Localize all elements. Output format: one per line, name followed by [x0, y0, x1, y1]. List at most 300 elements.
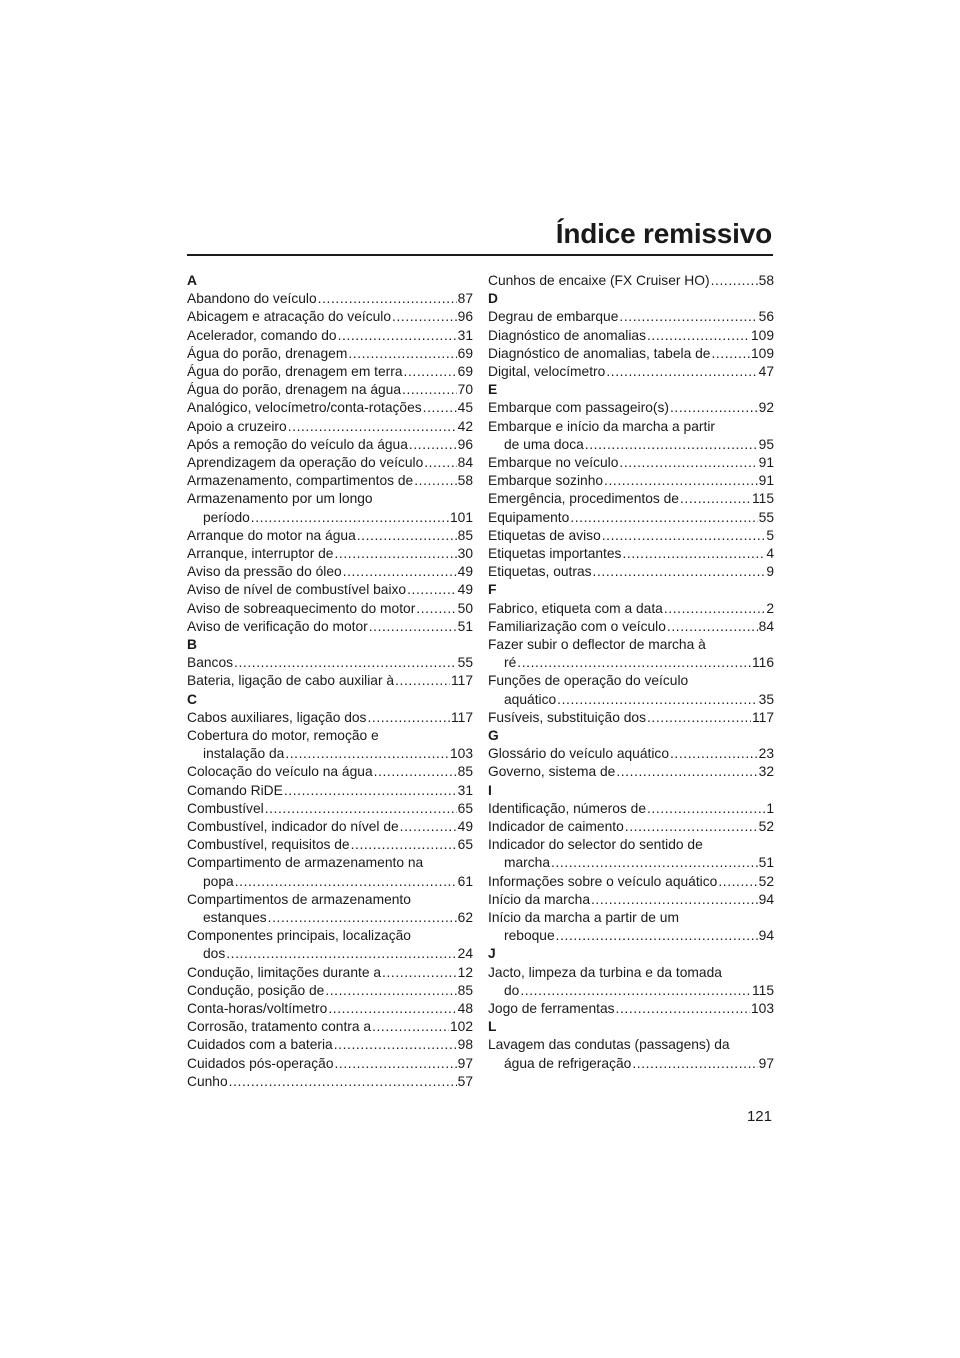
index-entry: [187, 290, 473, 308]
index-entry-page: 117: [451, 673, 473, 689]
dot-leader: [367, 709, 450, 727]
dot-leader: [251, 509, 449, 527]
index-entry-line: [488, 545, 774, 563]
index-section-letter: F: [488, 582, 497, 598]
index-entry-line: [187, 345, 473, 363]
dot-leader: [711, 272, 758, 290]
index-entry: [187, 763, 473, 781]
index-entry-line: [488, 800, 774, 818]
index-entry-line: [187, 836, 473, 854]
index-entry-continuation: instalação da: [203, 746, 285, 762]
dot-leader: [325, 982, 456, 1000]
index-entry-page: 31: [457, 327, 473, 343]
index-entry: [488, 272, 774, 290]
index-entry: [488, 399, 774, 417]
index-entry: [187, 399, 473, 417]
index-entry-line: [187, 399, 473, 417]
index-entry-page: 91: [758, 473, 774, 489]
index-entry-line: [488, 509, 774, 527]
index-entry-line: [488, 1000, 774, 1018]
index-entry-continuation-line: [488, 927, 774, 945]
index-entry: [488, 454, 774, 472]
index-entry: [187, 891, 473, 927]
index-entry: [488, 308, 774, 326]
index-entry-line: [187, 818, 473, 836]
index-entry: [488, 418, 774, 454]
dot-leader: [551, 854, 758, 872]
index-entry-line: [187, 527, 473, 545]
index-entry-line: [488, 600, 774, 618]
index-entry-text: Jacto, limpeza da turbina e da tomada: [488, 964, 722, 980]
dot-leader: [392, 308, 457, 326]
index-entry: [187, 672, 473, 690]
index-entry-page: 30: [457, 546, 473, 562]
index-entry-continuation: popa: [203, 873, 234, 889]
dot-leader: [348, 345, 456, 363]
index-entry-text: Apoio a cruzeiro: [187, 418, 287, 434]
index-entry-page: 116: [752, 655, 774, 671]
index-entry-continuation: marcha: [504, 855, 551, 871]
index-entry-page: 98: [457, 1037, 473, 1053]
index-entry-continuation-line: [187, 745, 473, 763]
index-entry-page: 97: [457, 1055, 473, 1071]
index-entry-text: Governo, sistema de: [488, 764, 616, 780]
page-title: Índice remissivo: [555, 218, 772, 249]
index-entry-page: 91: [758, 455, 774, 470]
index-entry: [488, 964, 774, 1000]
dot-leader: [414, 472, 456, 490]
dot-leader: [711, 345, 750, 363]
dot-leader: [334, 1036, 457, 1054]
index-section-letter: J: [488, 946, 496, 962]
index-entry: [187, 563, 473, 581]
index-entry-text: Acelerador, comando do: [187, 327, 337, 343]
index-entry-continuation-line: [187, 509, 473, 527]
dot-leader: [647, 327, 750, 345]
index-entry: [187, 800, 473, 818]
index-entry: [187, 709, 473, 727]
index-entry-line: [187, 490, 473, 508]
index-entry-page: 50: [457, 600, 473, 616]
index-entry: [488, 800, 774, 818]
index-entry-page: 115: [752, 491, 774, 507]
index-entry: [488, 709, 774, 727]
index-section-letter: L: [488, 1019, 497, 1035]
index-entry-text: Cabos auxiliares, ligação dos: [187, 709, 367, 725]
index-entry-line: [187, 709, 473, 727]
dot-leader: [416, 600, 456, 618]
index-entry-page: 32: [758, 764, 774, 780]
index-entry-text: Fusíveis, substituição dos: [488, 709, 646, 725]
index-entry-page: 69: [457, 364, 473, 379]
index-entry-text: Bancos: [187, 655, 234, 671]
index-entry-page: 103: [449, 746, 473, 762]
index-section-letter: A: [187, 273, 197, 288]
dot-leader: [351, 836, 457, 854]
dot-leader: [556, 927, 758, 945]
index-entry-page: 4: [766, 546, 774, 562]
index-entry-text: Condução, limitações durante a: [187, 964, 382, 980]
index-entry-text: Compartimento de armazenamento na: [187, 855, 424, 871]
index-entry-continuation: período: [203, 509, 250, 525]
index-entry-text: Diagnóstico de anomalias: [488, 327, 646, 343]
index-section-letter: G: [488, 728, 499, 744]
index-entry-line: [187, 727, 473, 745]
index-entry-page: 49: [457, 582, 473, 598]
index-entry-text: Abicagem e atracação do veículo: [187, 309, 392, 325]
dot-leader: [372, 1018, 449, 1036]
dot-leader: [424, 454, 456, 472]
index-entry-line: [187, 418, 473, 436]
index-entry-line: [488, 873, 774, 891]
dot-leader: [625, 818, 758, 836]
index-entry-text: Fabrico, etiqueta com a data: [488, 600, 663, 616]
index-entry: [488, 600, 774, 618]
index-entry-text: Aviso de verificação do motor: [187, 618, 368, 634]
index-entry-continuation-line: [488, 854, 774, 872]
dot-leader: [284, 782, 457, 800]
dot-leader: [585, 436, 758, 454]
index-entry: [488, 672, 774, 708]
index-entry-text: Diagnóstico de anomalias, tabela de: [488, 345, 711, 361]
index-entry-page: 94: [758, 891, 774, 907]
index-entry-line: [187, 982, 473, 1000]
index-entry-text: Fazer subir o deflector de marcha à: [488, 637, 706, 653]
index-entry-line: [488, 964, 774, 982]
index-entry-text: Corrosão, tratamento contra a: [187, 1019, 372, 1035]
index-entry-line: [187, 381, 473, 399]
index-entry: [187, 927, 473, 963]
index-entry-page: 97: [758, 1055, 774, 1071]
index-entry-continuation-line: [488, 1055, 774, 1073]
index-entry: [187, 654, 473, 672]
index-entry-page: 49: [457, 819, 473, 835]
index-entry-line: [187, 1055, 473, 1073]
index-entry-page: 65: [457, 837, 473, 853]
index-entry-line: [488, 490, 774, 508]
index-entry-continuation: ré: [504, 655, 517, 671]
index-entry: [488, 1000, 774, 1018]
index-entry-line: [187, 763, 473, 781]
index-entry: [187, 1055, 473, 1073]
index-entry-line: [187, 581, 473, 599]
index-entry: [488, 618, 774, 636]
index-entry-page: 96: [457, 436, 473, 452]
index-entry: [187, 1073, 473, 1091]
index-entry-text: Glossário do veículo aquático: [488, 746, 669, 762]
index-entry: [187, 308, 473, 326]
index-entry-line: [187, 800, 473, 818]
index-entry: [187, 836, 473, 854]
index-entry-text: Familiarização com o veículo: [488, 618, 666, 634]
index-entry-page: 31: [457, 782, 473, 798]
index-entry-text: Combustível: [187, 800, 264, 816]
dot-leader: [647, 709, 751, 727]
index-section-letter: E: [488, 382, 498, 398]
index-entry-page: 5: [766, 527, 774, 543]
index-entry-continuation-line: [488, 691, 774, 709]
dot-leader: [670, 399, 758, 417]
index-entry-page: 12: [457, 964, 473, 980]
index-entry: [187, 490, 473, 526]
dot-leader: [265, 800, 457, 818]
index-entry: [488, 345, 774, 363]
index-entry-text: Funções de operação do veículo: [488, 673, 689, 689]
title-rule: [187, 254, 773, 256]
index-entry-continuation: do: [504, 982, 520, 998]
index-entry-line: [488, 363, 774, 381]
dot-leader: [517, 654, 751, 672]
index-entry: [187, 327, 473, 345]
dot-leader: [334, 545, 456, 563]
index-entry-line: [488, 836, 774, 854]
index-entry-line: [187, 454, 473, 472]
dot-leader: [667, 618, 758, 636]
index-entry-page: 96: [457, 309, 473, 325]
index-entry-line: [187, 672, 473, 690]
index-entry-line: [488, 563, 774, 581]
index-entry-text: Lavagem das condutas (passagens) da: [488, 1037, 730, 1053]
dot-leader: [374, 763, 457, 781]
index-entry-page: 1: [766, 800, 774, 816]
index-entry-continuation-line: [187, 945, 473, 963]
dot-leader: [570, 509, 757, 527]
index-entry-text: Compartimentos de armazenamento: [187, 891, 411, 907]
index-entry: [488, 763, 774, 781]
index-entry-continuation-line: [187, 909, 473, 927]
index-entry: [187, 818, 473, 836]
index-entry-page: 65: [457, 800, 473, 816]
index-entry-text: Armazenamento, compartimentos de: [187, 473, 414, 489]
index-entry-page: 87: [457, 291, 473, 307]
index-entry-line: [488, 763, 774, 781]
index-entry-text: Armazenamento por um longo: [187, 491, 373, 507]
dot-leader: [268, 909, 457, 927]
dot-leader: [622, 545, 765, 563]
index-entry: [187, 782, 473, 800]
index-entry: [488, 745, 774, 763]
index-entry-page: 61: [457, 873, 473, 889]
index-entry-text: Conta-horas/voltímetro: [187, 1001, 328, 1017]
index-entry: [187, 345, 473, 363]
index-entry: [187, 436, 473, 454]
index-entry-continuation: aquático: [504, 691, 557, 707]
index-entry-text: Informações sobre o veículo aquático: [488, 873, 718, 889]
index-entry-page: 35: [758, 691, 774, 707]
dot-leader: [357, 527, 457, 545]
dot-leader: [382, 964, 457, 982]
dot-leader: [343, 563, 457, 581]
index-entry-line: [488, 399, 774, 417]
index-entry: [187, 1018, 473, 1036]
index-entry-line: [488, 345, 774, 363]
index-entry: [187, 1036, 473, 1054]
index-entry: [187, 854, 473, 890]
index-entry-text: Início da marcha a partir de um: [488, 910, 679, 926]
index-entry-text: Degrau de embarque: [488, 309, 619, 325]
index-section-letter: I: [488, 782, 492, 798]
index-entry-line: [187, 1000, 473, 1018]
index-entry-line: [187, 363, 473, 381]
index-entry-continuation: de uma doca: [504, 436, 584, 452]
dot-leader: [606, 363, 757, 381]
index-entry-text: Água do porão, drenagem: [187, 345, 348, 361]
index-entry-continuation-line: [488, 436, 774, 454]
dot-leader: [402, 381, 457, 399]
index-entry-line: [187, 654, 473, 672]
dot-leader: [338, 327, 457, 345]
index-entry-continuation-line: [488, 654, 774, 672]
index-entry-text: Analógico, velocímetro/conta-rotações: [187, 400, 422, 416]
index-entry: [488, 545, 774, 563]
dot-leader: [557, 691, 757, 709]
index-entry-continuation: água de refrigeração: [504, 1055, 632, 1071]
dot-leader: [602, 527, 766, 545]
index-entry: [488, 818, 774, 836]
index-entry-text: Equipamento: [488, 509, 570, 525]
dot-leader: [234, 654, 457, 672]
dot-leader: [328, 1000, 456, 1018]
index-entry-line: [488, 527, 774, 545]
index-entry-page: 95: [758, 436, 774, 452]
index-entry-page: 115: [752, 982, 774, 998]
index-entry-page: 94: [758, 928, 774, 944]
index-entry-text: Digital, velocímetro: [488, 364, 606, 379]
index-entry-line: [488, 909, 774, 927]
index-entry-page: 102: [449, 1019, 473, 1035]
index-entry-page: 52: [758, 819, 774, 835]
dot-leader: [229, 1073, 457, 1091]
index-entry-line: [488, 472, 774, 490]
index-entry: [488, 490, 774, 508]
index-entry: [187, 418, 473, 436]
index-entry-text: Componentes principais, localização: [187, 928, 411, 944]
index-entry-line: [187, 563, 473, 581]
index-entry-line: [488, 418, 774, 436]
index-entry-text: Arranque do motor na água: [187, 527, 356, 543]
index-entry-line: [488, 454, 774, 472]
index-entry: [187, 527, 473, 545]
index-entry-page: 109: [750, 327, 774, 343]
index-entry-text: Embarque sozinho: [488, 473, 604, 489]
dot-leader: [404, 363, 457, 381]
dot-leader: [632, 1055, 757, 1073]
dot-leader: [670, 745, 758, 763]
index-entry-line: [187, 1036, 473, 1054]
dot-leader: [285, 745, 449, 763]
index-entry-line: [187, 618, 473, 636]
index-entry-continuation: estanques: [203, 910, 267, 926]
index-entry: [488, 472, 774, 490]
index-entry-line: [488, 618, 774, 636]
index-entry: [488, 527, 774, 545]
index-entry-page: 117: [752, 709, 774, 725]
index-entry-line: [488, 818, 774, 836]
index-entry-text: Após a remoção do veículo da água: [187, 436, 408, 452]
index-entry-text: Emergência, procedimentos de: [488, 491, 679, 507]
index-entry: [488, 509, 774, 527]
index-entry: [488, 891, 774, 909]
index-entry-page: 85: [457, 982, 473, 998]
index-entry-continuation-line: [488, 982, 774, 1000]
index-entry-line: [187, 964, 473, 982]
index-entry-page: 84: [457, 455, 473, 471]
index-entry-line: [187, 1073, 473, 1091]
index-entry-line: [187, 600, 473, 618]
index-entry: [488, 363, 774, 381]
index-entry-line: [187, 327, 473, 345]
index-entry-text: Embarque no veículo: [488, 455, 619, 470]
index-entry-line: [187, 436, 473, 454]
index-entry-page: 85: [457, 764, 473, 780]
dot-leader: [604, 472, 758, 490]
index-entry: [488, 1036, 774, 1072]
index-entry-line: [187, 927, 473, 945]
index-entry-text: Aviso da pressão do óleo: [187, 564, 342, 580]
index-entry-text: Bateria, ligação de cabo auxiliar à: [187, 673, 395, 689]
dot-leader: [369, 618, 457, 636]
index-entry-page: 56: [758, 309, 774, 325]
index-entry-continuation: reboque: [504, 928, 555, 944]
index-entry-text: Aprendizagem da operação do veículo: [187, 455, 424, 471]
index-entry-text: Colocação do veículo na água: [187, 764, 373, 780]
index-entry-text: Comando RiDE: [187, 782, 283, 798]
index-entry-line: [187, 1018, 473, 1036]
index-entry-line: [488, 308, 774, 326]
index-entry-page: 24: [457, 946, 473, 962]
index-entry-page: 84: [758, 618, 774, 634]
index-entry-text: Arranque, interruptor de: [187, 546, 334, 562]
index-entry-page: 109: [750, 345, 774, 361]
index-entry: [187, 600, 473, 618]
index-entry-text: Etiquetas, outras: [488, 564, 592, 580]
index-entry-page: 58: [457, 473, 473, 489]
index-entry-text: Abandono do veículo: [187, 291, 317, 307]
index-entry-text: Condução, posição de: [187, 982, 325, 998]
index-entry-line: [488, 891, 774, 909]
dot-leader: [619, 308, 757, 326]
index-entry: [488, 836, 774, 872]
index-entry-line: [488, 745, 774, 763]
dot-leader: [226, 945, 456, 963]
index-entry-page: 47: [758, 364, 774, 379]
index-entry-text: Combustível, indicador do nível de: [187, 819, 399, 835]
dot-leader: [235, 873, 457, 891]
dot-leader: [335, 1055, 457, 1073]
index-entry-line: [488, 272, 774, 290]
index-entry-page: 49: [457, 564, 473, 580]
index-section-letter: C: [187, 691, 197, 707]
index-entry-continuation-line: [187, 873, 473, 891]
page-number: 121: [746, 1108, 772, 1125]
index-entry-text: Indicador do selector do sentido de: [488, 837, 703, 853]
index-entry-line: [488, 327, 774, 345]
index-entry-page: 101: [449, 509, 473, 525]
dot-leader: [318, 290, 457, 308]
dot-leader: [718, 873, 757, 891]
index-column-left: [187, 272, 473, 1091]
index-entry-text: Cuidados com a bateria: [187, 1037, 333, 1053]
index-entry-page: 85: [457, 527, 473, 543]
index-entry-page: 92: [758, 400, 774, 416]
index-entry-page: 48: [457, 1001, 473, 1017]
index-entry: [488, 873, 774, 891]
dot-leader: [520, 982, 751, 1000]
index-entry-line: [187, 472, 473, 490]
index-entry-text: Embarque com passageiro(s): [488, 400, 669, 416]
index-entry-text: Cuidados pós-operação: [187, 1055, 334, 1071]
index-entry-text: Etiquetas importantes: [488, 546, 622, 562]
